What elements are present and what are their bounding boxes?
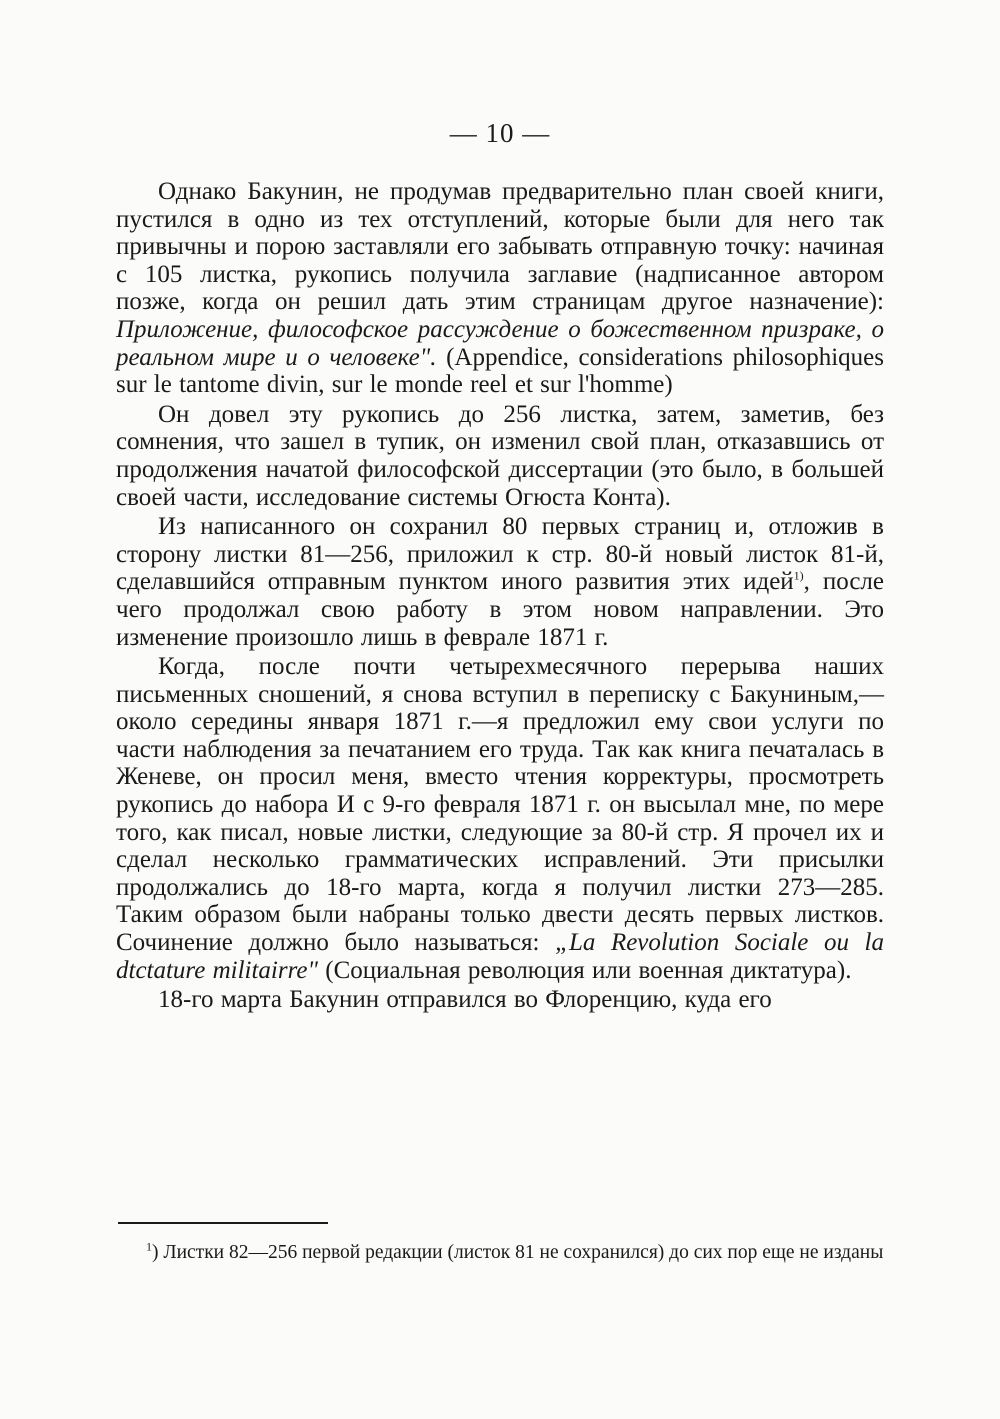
footnote bbox=[116, 1240, 886, 1266]
paragraph-text: Из написанного он сохранил 80 первых страниц и, отложив в сторону листки 81—256, приложил к стр. 80-й новый листок 81-й, сделавшийся отправным пунктом иного развития этих идей bbox=[116, 513, 884, 596]
paragraph-text: Когда, после почти четырехмесячного перерыва наших письменных сношений, я снова вступил в переписку с Бакуниным,—около середины января 1871 г.—я предложил ему свои услуги по части наблюдения за печатанием его труда. Так как книга печаталась в Женеве, он просил меня, вместо чтения корректуры, просмотреть рукопись до набора И с 9-го февраля 1871 г. он высылал мне, по мере того, как писал, новые листки, следующие за 80-й стр. Я прочел их и сделал несколько грамматических исправлений. Эти присылки продолжались до 18-го марта, когда я получил листки 273—285. Таким образом были набраны только двести десять первых листков. Сочинение должно было называться: bbox=[116, 653, 884, 957]
paragraph-3 bbox=[116, 513, 884, 651]
footnote-marker: 1 bbox=[146, 1239, 152, 1254]
italic-title-ru: Приложение, философское рассуждение о божественном призраке, о реальном мире и о человеке". bbox=[116, 315, 884, 371]
paragraph-5: 18-го марта Бакунин отправился во Флоренцию, куда его bbox=[158, 986, 772, 1014]
paragraph-text: (Социальная революция или военная диктатура). bbox=[318, 956, 852, 984]
paragraph-text: Однако Бакунин, не продумав предварительно план своей книги, пустился в одно из тех отступлений, которые были для него так привычны и порою заставляли его забывать отправную точку: начиная с 105 листка, рукопись получила заглавие (надписанное автором позже, когда он решил дать этим страницам другое назначение): bbox=[116, 178, 884, 316]
italic-title-fr: „La Revolution Sociale ou la dtctature militairre" bbox=[116, 929, 884, 984]
body-text bbox=[116, 178, 884, 1016]
footnote-separator bbox=[118, 1222, 328, 1224]
footnote-reference: 1) bbox=[793, 568, 804, 583]
paragraph-text: (Appendice, considerations philosophiques sur le tantome divin, sur le monde reel et sur l'homme) bbox=[116, 343, 884, 399]
footnote-text: ) Листки 82—256 первой редакции (листок 81 не сохранился) до сих пор еще не изданы bbox=[152, 1242, 884, 1263]
paragraph-text: , после чего продолжал свою работу в этом новом направлении. Это изменение произошло лишь в феврале 1871 г. bbox=[116, 568, 884, 651]
page-number: — 10 — bbox=[449, 118, 551, 148]
paragraph-1 bbox=[116, 178, 884, 399]
paragraph-4 bbox=[116, 653, 884, 984]
paragraph-2: Он довел эту рукопись до 256 листка, затем, заметив, без сомнения, что зашел в тупик, он изменил свой план, отказавшись от продолжения начатой философской диссертации (это было, в большей своей части, исследование системы Огюста Конта). bbox=[116, 400, 884, 511]
